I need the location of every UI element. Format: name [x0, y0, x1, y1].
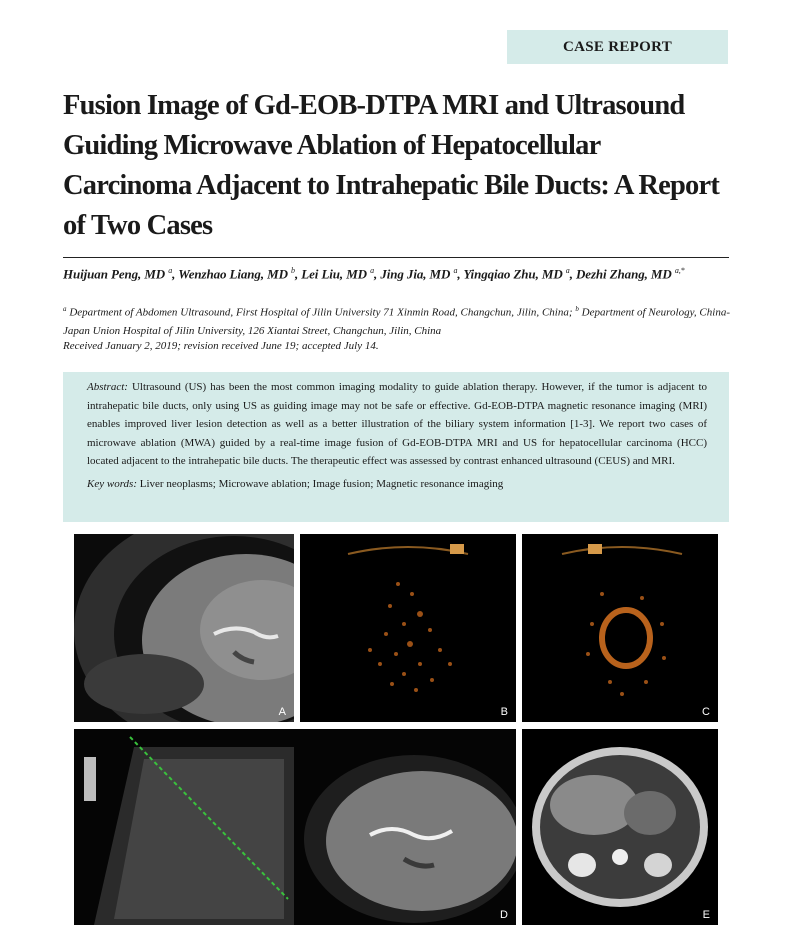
- figure-label-c: C: [702, 706, 710, 718]
- mri-image-e: [522, 729, 718, 925]
- figure-label-a: A: [278, 706, 286, 718]
- figure-panel-a: [74, 534, 294, 722]
- abstract-text: Ultrasound (US) has been the most common imaging modality to guide ablation therapy. However, if the tumor is adjacent to intrahepatic bile ducts, only using US as guiding image may not be safe or effective. Gd-EOB-DTPA magnetic resonance imaging (MRI) enables improved liver lesion detection as well as a better illustration of the biliary system information [1-3]. We report two cases of microwave ablation (MWA) guided by a real-time image fusion of Gd-EOB-DTPA MRI and US for hepatocellular carcinoma (HCC) located adjacent to the intrahepatic bile ducts. The therapeutic effect was assessed by contrast enhanced ultrasound (CEUS) and MRI.: [87, 381, 707, 468]
- author-name: Dezhi Zhang, MD: [576, 266, 672, 282]
- author-sup: b: [291, 266, 295, 275]
- author-name: Yingqiao Zhu, MD: [463, 266, 563, 282]
- keywords-label: Key words:: [87, 477, 138, 490]
- affil-sup-a: a: [63, 305, 67, 313]
- received-dates: Received January 2, 2019; revision received June 19; accepted July 14.: [63, 340, 379, 352]
- author-sup: a,*: [674, 266, 685, 275]
- affil-b: Department of Neurology, China-Japan Union Hospital of Jilin University, 126 Xiantai Street, Changchun, Jilin, China: [63, 306, 730, 338]
- author-list: Huijuan Peng, MD $^a$, Wenzhao Liang, MD $^b$, Lei Liu, MD $^a$, Jing Jia, MD $^a$, Yingqiao Zhu, MD $^a$, Dezhi Zhang, MD $^{a,*}$: [63, 266, 685, 282]
- figure-label-d: D: [500, 909, 508, 921]
- mri-image-a: [74, 534, 294, 722]
- author-name: Huijuan Peng, MD: [63, 266, 166, 282]
- affiliations: [63, 300, 730, 341]
- abstract-label: Abstract:: [87, 381, 128, 393]
- author-sup: a: [370, 266, 375, 275]
- author-sup: a: [565, 266, 570, 275]
- article-title: Fusion Image of Gd-EOB-DTPA MRI and Ultrasound Guiding Microwave Ablation of Hepatocellular Carcinoma Adjacent to Intrahepatic Bile Ducts: A Report of Two Cases: [63, 90, 720, 241]
- abstract-paragraph: [87, 378, 707, 471]
- figure-label-b: B: [500, 706, 508, 718]
- figure-panel-b: [300, 534, 516, 722]
- article-type-badge: CASE REPORT: [507, 30, 728, 64]
- figure-panel-e: [522, 729, 718, 925]
- title-divider: [63, 257, 729, 258]
- affil-a: Department of Abdomen Ultrasound, First Hospital of Jilin University 71 Xinmin Road, Changchun, Jilin, China;: [69, 306, 573, 319]
- abstract-box: [63, 372, 729, 522]
- figure-panel-c: [522, 534, 718, 722]
- ceus-image-c: [522, 534, 718, 722]
- author-sup: a: [453, 266, 458, 275]
- author-name: Wenzhao Liang, MD: [178, 266, 288, 282]
- ceus-image-b: [300, 534, 516, 722]
- author-sup: a: [168, 266, 173, 275]
- figure-label-e: E: [702, 909, 710, 921]
- figure-panel-d: [74, 729, 516, 925]
- fusion-image-d: [74, 729, 516, 925]
- keywords: [87, 475, 707, 494]
- affil-sup-b: b: [575, 305, 579, 313]
- author-name: Jing Jia, MD: [380, 266, 451, 282]
- keywords-text: Liver neoplasms; Microwave ablation; Image fusion; Magnetic resonance imaging: [139, 477, 504, 490]
- author-name: Lei Liu, MD: [301, 266, 367, 282]
